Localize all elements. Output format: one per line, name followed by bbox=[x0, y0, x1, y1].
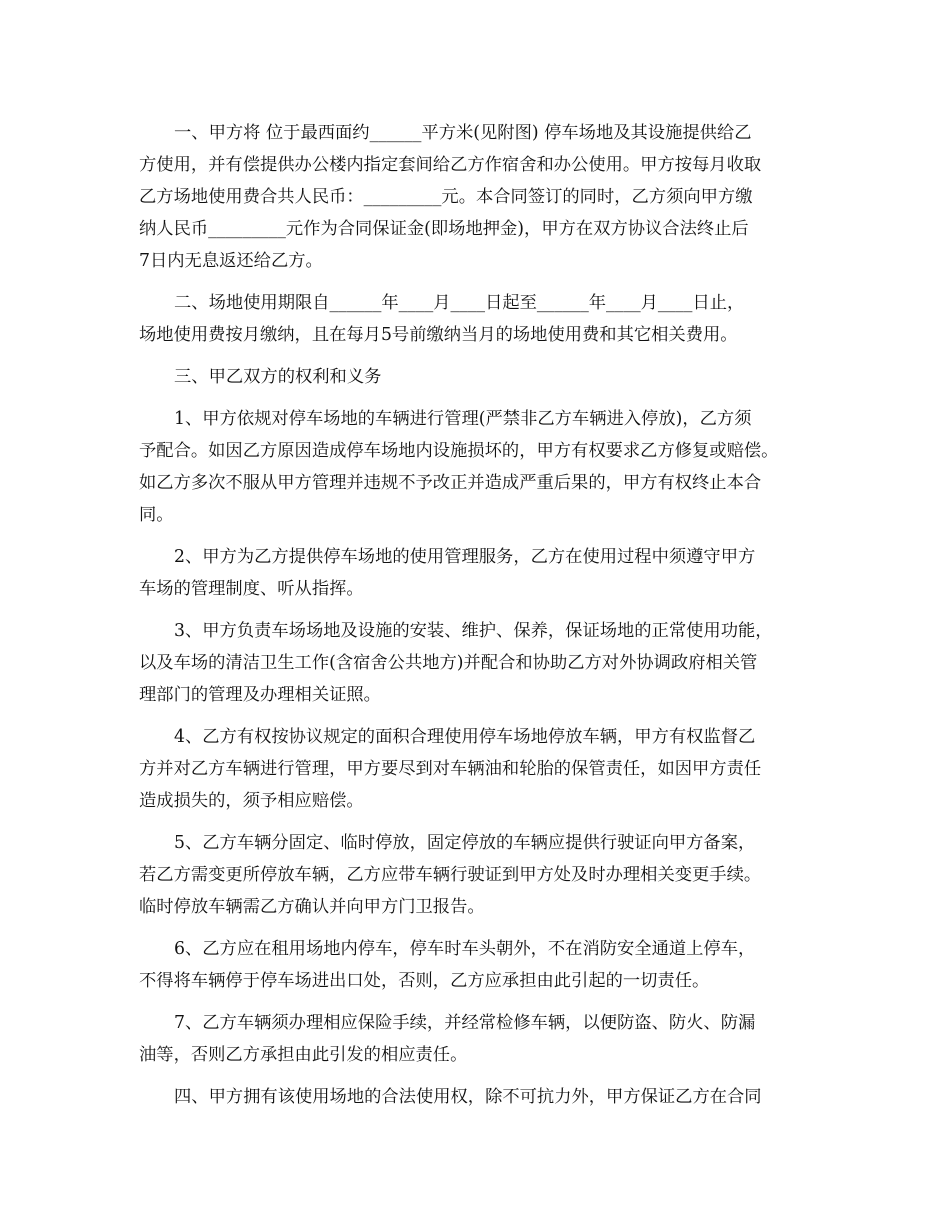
paragraph-clause-1 bbox=[139, 117, 814, 277]
text-line: 1、甲方依规对停车场地的车辆进行管理(严禁非乙方车辆进入停放)，乙方须 bbox=[174, 409, 752, 429]
text-line: 油等，否则乙方承担由此引发的相应责任。 bbox=[139, 1045, 468, 1065]
text-line: 以及车场的清洁卫生工作(含宿舍公共地方)并配合和协助乙方对外协调政府相关管 bbox=[139, 653, 758, 673]
text-line: 乙方场地使用费合共人民币：_________元。本合同签订的同时，乙方须向甲方缴 bbox=[139, 187, 753, 207]
text-line: 临时停放车辆需乙方确认并向甲方门卫报告。 bbox=[139, 897, 485, 917]
paragraph-clause-3-heading bbox=[139, 361, 814, 393]
text-line: 同。 bbox=[139, 505, 174, 525]
text-line: 场地使用费按月缴纳，且在每月5号前缴纳当月的场地使用费和其它相关费用。 bbox=[139, 325, 738, 345]
text-line: 一、甲方将 位于最西面约______平方米(见附图) 停车场地及其设施提供给乙 bbox=[174, 123, 752, 143]
paragraph-clause-3-6 bbox=[139, 933, 814, 997]
text-line: 四、甲方拥有该使用场地的合法使用权，除不可抗力外，甲方保证乙方在合同 bbox=[174, 1087, 762, 1107]
text-line: 2、甲方为乙方提供停车场地的使用管理服务，乙方在使用过程中须遵守甲方 bbox=[174, 547, 756, 567]
section-heading: 三、甲乙双方的权利和义务 bbox=[174, 367, 382, 387]
text-line: 理部门的管理及办理相关证照。 bbox=[139, 685, 381, 705]
paragraph-clause-3-1 bbox=[139, 403, 814, 531]
text-line: 造成损失的，须予相应赔偿。 bbox=[139, 791, 364, 811]
text-line: 若乙方需变更所停放车辆，乙方应带车辆行驶证到甲方处及时办理相关变更手续。 bbox=[139, 865, 762, 885]
text-line: 5、乙方车辆分固定、临时停放，固定停放的车辆应提供行驶证向甲方备案， bbox=[174, 833, 756, 853]
paragraph-clause-2 bbox=[139, 287, 814, 351]
paragraph-clause-3-7 bbox=[139, 1007, 814, 1071]
text-line: 4、乙方有权按协议规定的面积合理使用停车场地停放车辆，甲方有权监督乙 bbox=[174, 727, 756, 747]
text-line: 车场的管理制度、听从指挥。 bbox=[139, 579, 364, 599]
text-line: 3、甲方负责车场场地及设施的安装、维护、保养，保证场地的正常使用功能， bbox=[174, 621, 773, 641]
paragraph-clause-3-3 bbox=[139, 615, 814, 711]
text-line: 如乙方多次不服从甲方管理并违规不予改正并造成严重后果的，甲方有权终止本合 bbox=[139, 473, 762, 493]
document-body bbox=[139, 117, 814, 1113]
text-line: 纳人民币_________元作为合同保证金(即场地押金)，甲方在双方协议合法终止后 bbox=[139, 219, 749, 239]
text-line: 7、乙方车辆须办理相应保险手续，并经常检修车辆，以便防盗、防火、防漏 bbox=[174, 1013, 756, 1033]
paragraph-clause-3-5 bbox=[139, 827, 814, 923]
text-line: 予配合。如因乙方原因造成停车场地内设施损坏的，甲方有权要求乙方修复或赔偿。 bbox=[139, 441, 779, 461]
paragraph-clause-3-4 bbox=[139, 721, 814, 817]
text-line: 不得将车辆停于停车场进出口处，否则，乙方应承担由此引起的一切责任。 bbox=[139, 971, 710, 991]
paragraph-clause-4 bbox=[139, 1081, 814, 1113]
text-line: 6、乙方应在租用场地内停车，停车时车头朝外，不在消防安全通道上停车， bbox=[174, 939, 756, 959]
text-line: 7日内无息返还给乙方。 bbox=[139, 251, 323, 271]
text-line: 方使用，并有偿提供办公楼内指定套间给乙方作宿舍和办公使用。甲方按每月收取 bbox=[139, 155, 762, 175]
paragraph-clause-3-2 bbox=[139, 541, 814, 605]
text-line: 二、场地使用期限自______年____月____日起至______年____月____日止， bbox=[174, 293, 745, 313]
text-line: 方并对乙方车辆进行管理，甲方要尽到对车辆油和轮胎的保管责任，如因甲方责任 bbox=[139, 759, 762, 779]
